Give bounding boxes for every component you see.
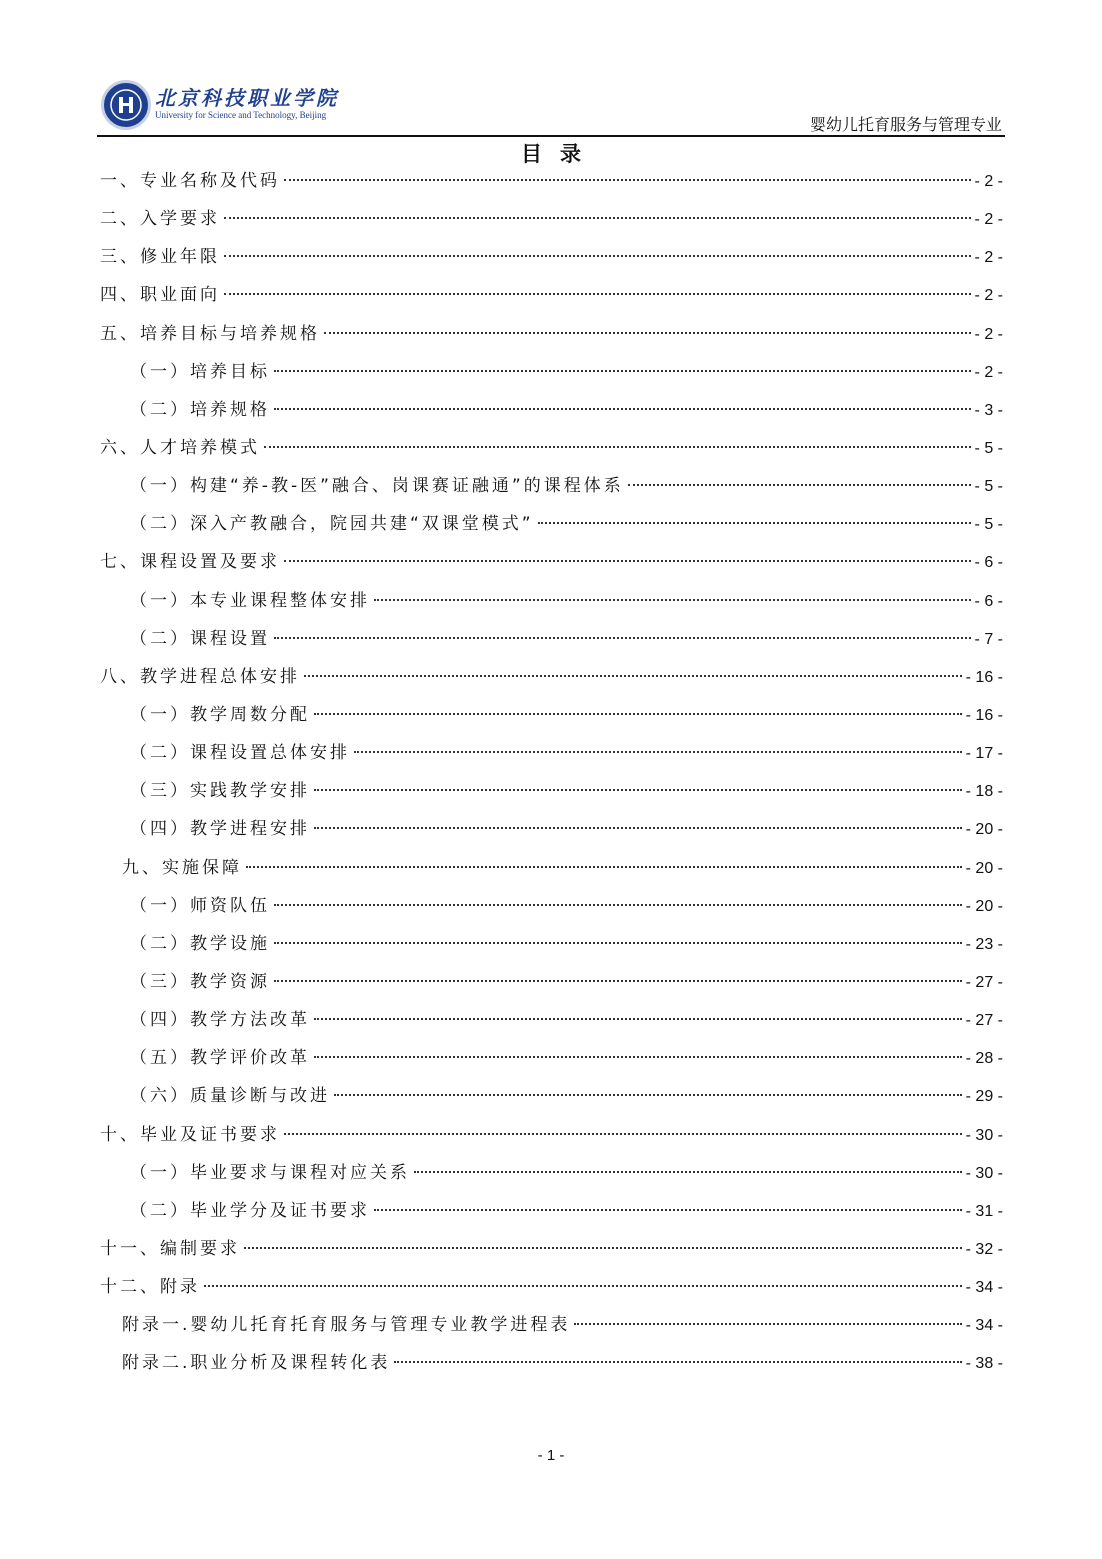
page-number: - 1 - [537, 1447, 565, 1464]
toc-entry-page: - 16 - [965, 706, 1003, 724]
toc-entry[interactable] [100, 357, 1003, 395]
toc-entry-page: - 5 - [974, 516, 1003, 534]
toc-entry-page: - 28 - [965, 1050, 1003, 1068]
toc-dot-leader [274, 942, 962, 944]
toc-entry[interactable] [100, 395, 1003, 433]
toc-entry-page: - 29 - [965, 1088, 1003, 1106]
toc-entry[interactable] [100, 1196, 1003, 1234]
toc-entry-label: 十、毕业及证书要求 [100, 1124, 280, 1145]
page-header [97, 76, 1005, 136]
toc-dot-leader [574, 1323, 961, 1325]
toc-entry-label: （二）毕业学分及证书要求 [130, 1200, 370, 1221]
toc-dot-leader [264, 446, 971, 448]
toc-entry-label: （四）教学进程安排 [130, 819, 310, 840]
toc-entry-label: （三）教学资源 [130, 971, 270, 992]
toc-entry-page: - 18 - [965, 783, 1003, 801]
toc-entry[interactable] [100, 929, 1003, 967]
toc-entry-label: （六）质量诊断与改进 [130, 1086, 330, 1107]
toc-entry[interactable] [100, 1310, 1003, 1348]
toc-entry[interactable] [100, 853, 1003, 891]
toc-entry[interactable] [100, 891, 1003, 929]
toc-dot-leader [324, 332, 971, 334]
toc-dot-leader [224, 255, 971, 257]
toc-entry-page: - 23 - [965, 935, 1003, 953]
toc-entry-label: 五、培养目标与培养规格 [100, 323, 320, 344]
toc-entry-label: （二）深入产教融合，院园共建“双课堂模式” [130, 514, 534, 535]
toc-entry-label: 三、修业年限 [100, 247, 220, 268]
toc-entry-page: - 32 - [965, 1240, 1003, 1258]
toc-entry[interactable] [100, 509, 1003, 547]
toc-entry[interactable] [100, 319, 1003, 357]
toc-entry[interactable] [100, 1272, 1003, 1310]
toc-entry-page: - 7 - [974, 630, 1003, 648]
toc-entry-page: - 20 - [965, 897, 1003, 915]
toc-entry-label: （五）教学评价改革 [130, 1048, 310, 1069]
toc-entry-label: 十一、编制要求 [100, 1238, 240, 1259]
toc-dot-leader [284, 560, 971, 562]
toc-dot-leader [314, 827, 962, 829]
toc-dot-leader [246, 866, 962, 868]
toc-entry-page: - 2 - [974, 287, 1003, 305]
toc-entry-label: 二、入学要求 [100, 209, 220, 230]
toc-entry-page: - 3 - [974, 401, 1003, 419]
toc-entry[interactable] [100, 967, 1003, 1005]
toc-entry-page: - 2 - [974, 363, 1003, 381]
toc-entry[interactable] [100, 433, 1003, 471]
toc-dot-leader [274, 370, 971, 372]
toc-entry-page: - 2 - [974, 173, 1003, 190]
toc-entry-page: - 6 - [974, 554, 1003, 572]
toc-dot-leader [204, 1285, 962, 1287]
toc-entry-label: （二）培养规格 [130, 399, 270, 420]
toc-dot-leader [274, 408, 971, 410]
toc-entry-page: - 31 - [965, 1202, 1003, 1220]
toc-entry-label: （二）课程设置 [130, 628, 270, 649]
toc-dot-leader [354, 751, 962, 753]
toc-entry-label: 十二、附录 [100, 1277, 200, 1298]
toc-entry[interactable] [100, 204, 1003, 242]
toc-dot-leader [314, 1018, 962, 1020]
toc-dot-leader [304, 675, 962, 677]
toc-entry[interactable] [100, 1120, 1003, 1158]
toc-entry-page: - 17 - [965, 745, 1003, 763]
toc-entry[interactable] [100, 814, 1003, 852]
toc-entry-label: 附录二.职业分析及课程转化表 [122, 1353, 391, 1374]
toc-entry-page: - 34 - [965, 1279, 1003, 1297]
toc-entry[interactable] [100, 1234, 1003, 1272]
toc-entry[interactable] [100, 1348, 1003, 1386]
program-name: 婴幼儿托育服务与管理专业 [809, 115, 1002, 134]
toc-entry-page: - 5 - [974, 439, 1003, 457]
toc-dot-leader [628, 484, 971, 486]
toc-entry-label: 九、实施保障 [122, 857, 242, 878]
toc-entry-page: - 27 - [965, 1012, 1003, 1030]
toc-dot-leader [224, 217, 971, 219]
toc-entry-page: - 27 - [965, 973, 1003, 991]
toc-entry-page: - 2 - [974, 325, 1003, 343]
toc-dot-leader [374, 599, 971, 601]
toc-entry-label: （二）课程设置总体安排 [130, 743, 350, 764]
college-name-en: University for Science and Technology, Beijing [155, 110, 327, 120]
toc-entry-label: 六、人才培养模式 [100, 437, 260, 458]
toc-entry-label: 附录一.婴幼儿托育托育服务与管理专业教学进程表 [122, 1315, 571, 1336]
toc-entry-label: （一）师资队伍 [130, 895, 270, 916]
toc-entry-label: 四、职业面向 [100, 285, 220, 306]
toc-entry[interactable] [100, 471, 1003, 509]
toc-entry-label: （一）毕业要求与课程对应关系 [130, 1162, 410, 1183]
toc-dot-leader [274, 904, 962, 906]
toc-entry[interactable] [100, 662, 1003, 700]
toc-entry-label: （四）教学方法改革 [130, 1010, 310, 1031]
toc-entry-page: - 34 - [965, 1317, 1003, 1335]
page-title: 目录 [521, 142, 599, 166]
toc-dot-leader [284, 179, 971, 181]
toc-entry-label: （二）教学设施 [130, 933, 270, 954]
toc-entry[interactable] [100, 586, 1003, 624]
toc-entry-page: - 20 - [965, 821, 1003, 839]
toc-dot-leader [274, 637, 971, 639]
toc-entry-label: （一）教学周数分配 [130, 704, 310, 725]
toc-entry-page: - 5 - [974, 478, 1003, 496]
toc-dot-leader [374, 1209, 962, 1211]
toc-entry-page: - 20 - [965, 859, 1003, 877]
toc-entry-label: （一）培养目标 [130, 361, 270, 382]
toc-entry-page: - 2 - [974, 249, 1003, 267]
toc-entry[interactable] [100, 242, 1003, 280]
toc-entry[interactable] [100, 1005, 1003, 1043]
toc-entry-page: - 38 - [965, 1355, 1003, 1373]
table-of-contents [100, 166, 1003, 1387]
toc-entry[interactable] [100, 624, 1003, 662]
toc-dot-leader [314, 789, 962, 791]
toc-entry-label: 八、教学进程总体安排 [100, 666, 300, 687]
toc-entry[interactable] [100, 738, 1003, 776]
toc-entry-label: 七、课程设置及要求 [100, 552, 280, 573]
toc-entry[interactable] [100, 1043, 1003, 1081]
toc-entry-label: （一）本专业课程整体安排 [130, 590, 370, 611]
toc-entry[interactable] [100, 166, 1003, 204]
toc-dot-leader [334, 1094, 962, 1096]
college-name-cn: 北京科技职业学院 [155, 86, 339, 110]
toc-entry-page: - 30 - [965, 1126, 1003, 1144]
toc-entry[interactable] [100, 1081, 1003, 1119]
toc-dot-leader [538, 522, 971, 524]
toc-dot-leader [244, 1247, 962, 1249]
toc-entry[interactable] [100, 547, 1003, 585]
toc-dot-leader [284, 1133, 962, 1135]
toc-dot-leader [394, 1361, 961, 1363]
toc-entry-page: - 30 - [965, 1164, 1003, 1182]
toc-dot-leader [224, 293, 971, 295]
toc-entry-label: 一、专业名称及代码 [100, 171, 280, 191]
toc-entry-label: （一）构建“养-教-医”融合、岗课赛证融通”的课程体系 [130, 476, 624, 497]
toc-entry-page: - 6 - [974, 592, 1003, 610]
toc-entry-page: - 16 - [965, 668, 1003, 686]
toc-dot-leader [414, 1171, 962, 1173]
toc-entry-label: （三）实践教学安排 [130, 781, 310, 802]
toc-dot-leader [274, 980, 962, 982]
toc-entry[interactable] [100, 1158, 1003, 1196]
toc-dot-leader [314, 713, 962, 715]
toc-entry[interactable] [100, 280, 1003, 318]
toc-entry[interactable] [100, 700, 1003, 738]
header-divider [97, 135, 1005, 137]
toc-dot-leader [314, 1056, 962, 1058]
toc-entry[interactable] [100, 776, 1003, 814]
college-seal-logo [101, 80, 151, 130]
toc-entry-page: - 2 - [974, 211, 1003, 229]
